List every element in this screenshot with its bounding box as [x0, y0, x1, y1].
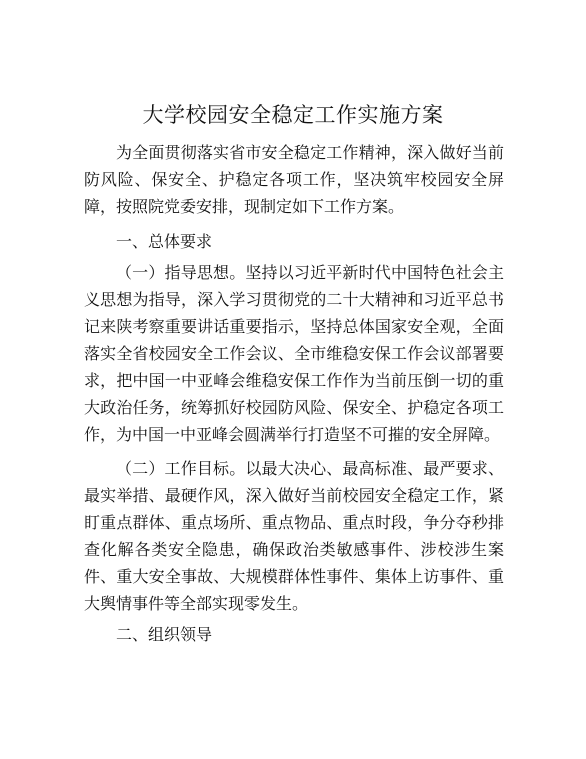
intro-paragraph: 为全面贯彻落实省市安全稳定工作精神，深入做好当前防风险、保安全、护稳定各项工作，坚决筑牢校园安全屏障，按照院党委安排，现制定如下工作方案。 — [84, 143, 504, 216]
document-title: 大学校园安全稳定工作实施方案 — [142, 103, 444, 127]
section-heading-overall-requirements: 一、总体要求 — [116, 232, 213, 251]
paragraph-work-goals: （二）工作目标。以最大决心、最高标准、最严要求、最实举措、最硬作风，深入做好当前校园安全稳定工作，紧盯重点群体、重点场所、重点物品、重点时段，争分夺秒排查化解各类安全隐患，确保政治类敏感事件、涉校涉生案件、重大安全事故、大规模群体性事件、集体上访事件、重大舆情事件等全部实现零发生。 — [84, 459, 504, 613]
paragraph-guiding-ideology: （一）指导思想。坚持以习近平新时代中国特色社会主义思想为指导，深入学习贯彻党的二十大精神和习近平总书记来陕考察重要讲话重要指示，坚持总体国家安全观，全面落实全省校园安全工作会议、全市维稳安保工作会议部署要求，把中国一中亚峰会维稳安保工作作为当前压倒一切的重大政治任务，统筹抓好校园防风险、保安全、护稳定各项工作，为中国一中亚峰会圆满举行打造坚不可摧的安全屏障。 — [84, 263, 504, 444]
section-heading-organization-leadership: 二、组织领导 — [116, 625, 213, 644]
